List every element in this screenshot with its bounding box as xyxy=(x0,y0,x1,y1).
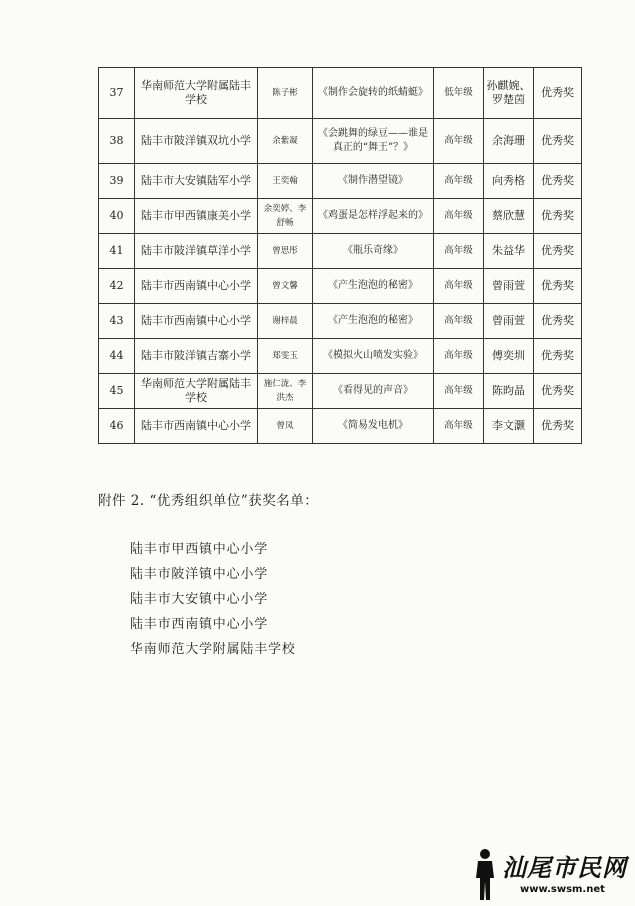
grade-level-cell: 高年级 xyxy=(434,339,484,374)
teacher-name-cell: 曾思彤 xyxy=(258,234,313,269)
table-row xyxy=(99,199,582,234)
award-level-cell: 优秀奖 xyxy=(534,234,582,269)
grade-level-cell: 高年级 xyxy=(434,409,484,444)
student-name-cell: 余海珊 xyxy=(484,119,534,164)
row-number-cell: 46 xyxy=(99,409,135,444)
grade-level-cell: 高年级 xyxy=(434,374,484,409)
award-level-cell: 优秀奖 xyxy=(534,374,582,409)
teacher-name-cell: 谢梓晨 xyxy=(258,304,313,339)
grade-level-cell: 高年级 xyxy=(434,199,484,234)
row-number-cell: 45 xyxy=(99,374,135,409)
table-row xyxy=(99,409,582,444)
awards-table-body xyxy=(99,68,582,444)
row-number-cell: 42 xyxy=(99,269,135,304)
grade-level-cell: 高年级 xyxy=(434,164,484,199)
table-row xyxy=(99,119,582,164)
school-name-cell: 陆丰市大安镇陆军小学 xyxy=(135,164,258,199)
work-title-cell: 《产生泡泡的秘密》 xyxy=(313,304,434,339)
school-name-cell: 陆丰市西南镇中心小学 xyxy=(135,304,258,339)
work-title-cell: 《简易发电机》 xyxy=(313,409,434,444)
school-name-cell: 陆丰市西南镇中心小学 xyxy=(135,269,258,304)
grade-level-cell: 高年级 xyxy=(434,119,484,164)
student-name-cell: 朱益华 xyxy=(484,234,534,269)
attachment-heading: 附件 2. “优秀组织单位”获奖名单： xyxy=(98,493,319,509)
organization-unit-item: 华南师范大学附属陆丰学校 xyxy=(130,642,296,657)
student-name-cell: 陈昀晶 xyxy=(484,374,534,409)
award-level-cell: 优秀奖 xyxy=(534,339,582,374)
school-name-cell: 陆丰市陂洋镇草洋小学 xyxy=(135,234,258,269)
teacher-name-cell: 余奕婷、李舒畅 xyxy=(258,199,313,234)
row-number-cell: 43 xyxy=(99,304,135,339)
row-number-cell: 38 xyxy=(99,119,135,164)
school-name-cell: 陆丰市陂洋镇双坑小学 xyxy=(135,119,258,164)
teacher-name-cell: 曾文馨 xyxy=(258,269,313,304)
table-row xyxy=(99,68,582,119)
grade-level-cell: 高年级 xyxy=(434,304,484,339)
teacher-name-cell: 陈子彬 xyxy=(258,68,313,119)
teacher-name-cell: 郑雯玉 xyxy=(258,339,313,374)
organization-unit-item: 陆丰市陂洋镇中心小学 xyxy=(130,567,269,582)
award-level-cell: 优秀奖 xyxy=(534,119,582,164)
school-name-cell: 陆丰市西南镇中心小学 xyxy=(135,409,258,444)
award-level-cell: 优秀奖 xyxy=(534,164,582,199)
watermark-url: www.swsm.net xyxy=(520,884,605,895)
work-title-cell: 《制作潜望镜》 xyxy=(313,164,434,199)
student-name-cell: 向秀格 xyxy=(484,164,534,199)
person-silhouette-icon xyxy=(470,848,500,902)
work-title-cell: 《鸡蛋是怎样浮起来的》 xyxy=(313,199,434,234)
teacher-name-cell: 余紫凝 xyxy=(258,119,313,164)
award-level-cell: 优秀奖 xyxy=(534,199,582,234)
organization-unit-item: 陆丰市大安镇中心小学 xyxy=(130,592,269,607)
school-name-cell: 陆丰市甲西镇康美小学 xyxy=(135,199,258,234)
teacher-name-cell: 曾凤 xyxy=(258,409,313,444)
table-row xyxy=(99,234,582,269)
row-number-cell: 37 xyxy=(99,68,135,119)
work-title-cell: 《瓶乐奇缘》 xyxy=(313,234,434,269)
student-name-cell: 李文灏 xyxy=(484,409,534,444)
school-name-cell: 华南师范大学附属陆丰学校 xyxy=(135,374,258,409)
work-title-cell: 《制作会旋转的纸蜻蜓》 xyxy=(313,68,434,119)
table-row xyxy=(99,269,582,304)
grade-level-cell: 高年级 xyxy=(434,234,484,269)
school-name-cell: 陆丰市陂洋镇吉寨小学 xyxy=(135,339,258,374)
student-name-cell: 蔡欣慧 xyxy=(484,199,534,234)
student-name-cell: 傅奕圳 xyxy=(484,339,534,374)
teacher-name-cell: 王奕翰 xyxy=(258,164,313,199)
site-watermark xyxy=(470,848,630,902)
table-row xyxy=(99,164,582,199)
organization-unit-item: 陆丰市甲西镇中心小学 xyxy=(130,542,269,557)
grade-level-cell: 高年级 xyxy=(434,269,484,304)
organization-unit-item: 陆丰市西南镇中心小学 xyxy=(130,617,269,632)
award-level-cell: 优秀奖 xyxy=(534,68,582,119)
award-level-cell: 优秀奖 xyxy=(534,409,582,444)
row-number-cell: 44 xyxy=(99,339,135,374)
school-name-cell: 华南师范大学附属陆丰学校 xyxy=(135,68,258,119)
award-level-cell: 优秀奖 xyxy=(534,304,582,339)
grade-level-cell: 低年级 xyxy=(434,68,484,119)
work-title-cell: 《看得见的声音》 xyxy=(313,374,434,409)
row-number-cell: 41 xyxy=(99,234,135,269)
work-title-cell: 《会跳舞的绿豆——谁是真正的“舞王”？》 xyxy=(313,119,434,164)
student-name-cell: 曾雨萱 xyxy=(484,269,534,304)
student-name-cell: 孙麒婉、罗楚茵 xyxy=(484,68,534,119)
work-title-cell: 《产生泡泡的秘密》 xyxy=(313,269,434,304)
watermark-logo-text: 汕尾市民网 xyxy=(502,853,627,882)
table-row xyxy=(99,339,582,374)
award-level-cell: 优秀奖 xyxy=(534,269,582,304)
row-number-cell: 39 xyxy=(99,164,135,199)
teacher-name-cell: 施仁泷、李洪杰 xyxy=(258,374,313,409)
organization-unit-list xyxy=(130,537,296,662)
row-number-cell: 40 xyxy=(99,199,135,234)
awards-table xyxy=(98,67,582,444)
student-name-cell: 曾雨萱 xyxy=(484,304,534,339)
table-row xyxy=(99,304,582,339)
work-title-cell: 《模拟火山喷发实验》 xyxy=(313,339,434,374)
table-row xyxy=(99,374,582,409)
